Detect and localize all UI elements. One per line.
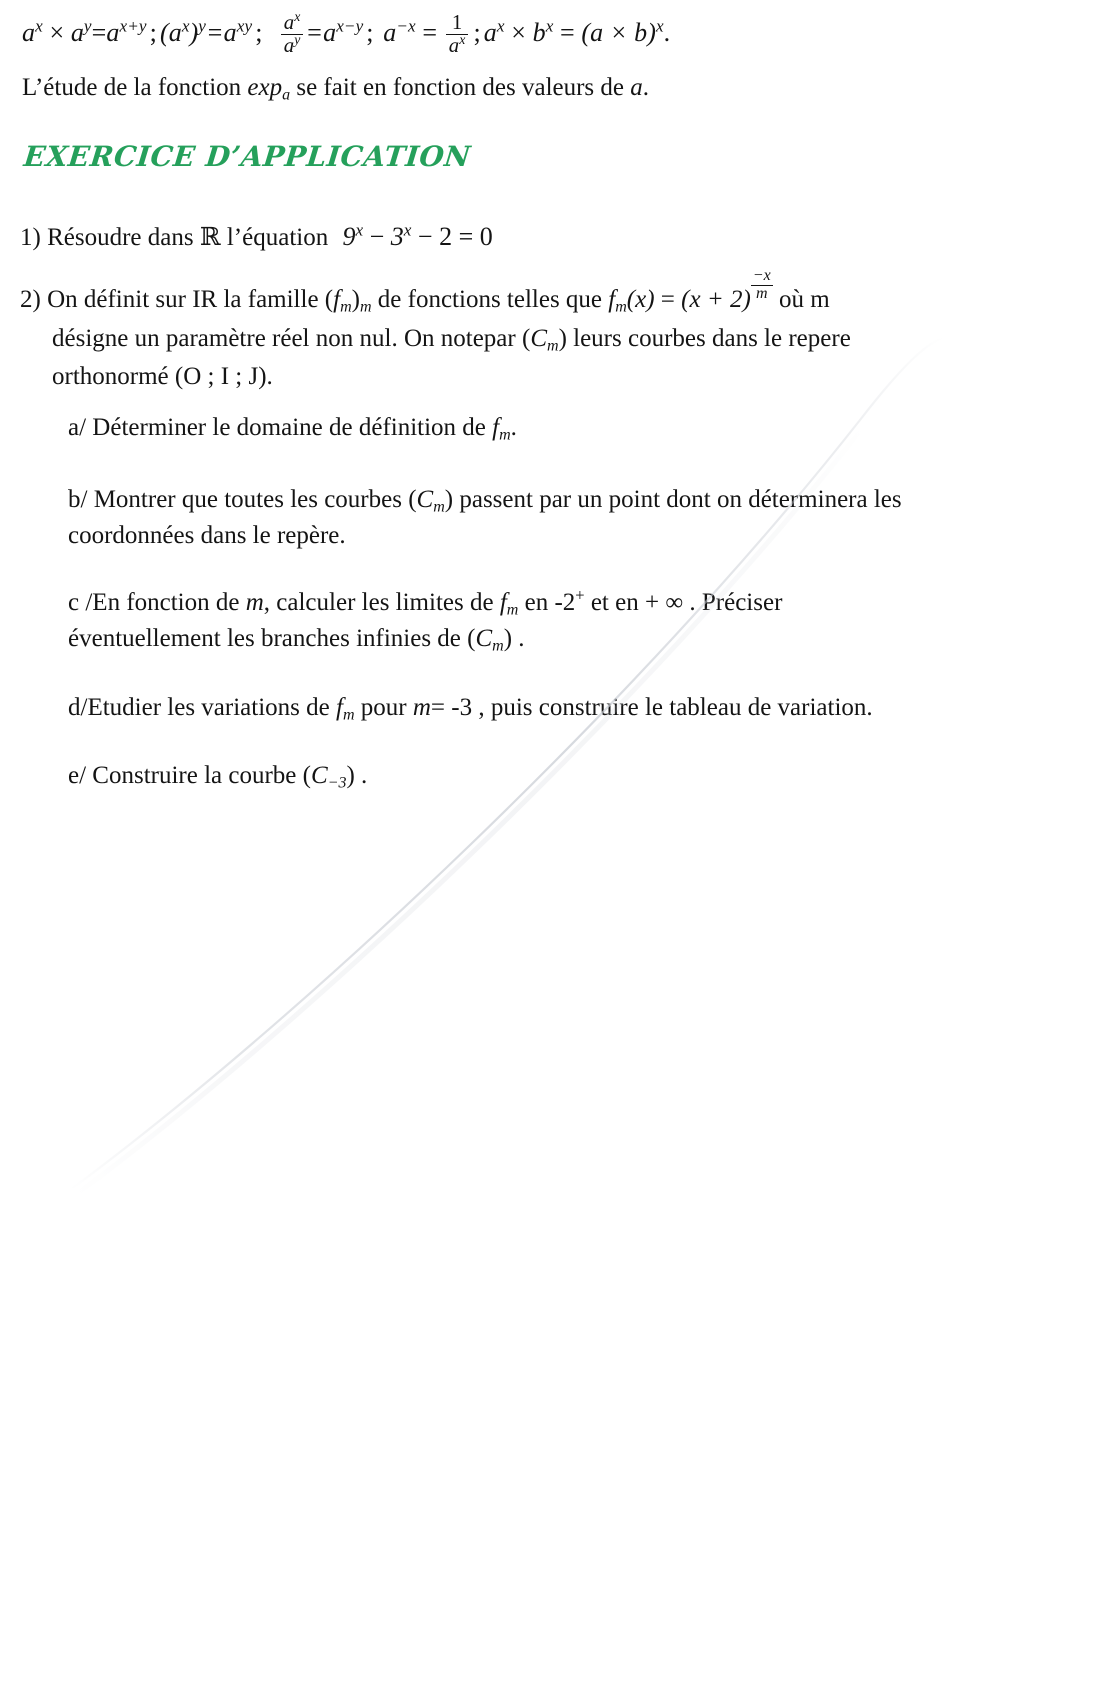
question-1-marker: 1) [20, 224, 41, 251]
question-1-text: Résoudre dans ℝ l’équation [40, 224, 335, 251]
question-2-line-3: orthonormé (O ; I ; J). [52, 363, 273, 391]
sub-question-a-marker: a/ [68, 414, 87, 441]
fraction-one-over-ax: $\frac{1}{a^x}$ [446, 12, 469, 57]
question-2-line-2 [20, 321, 1085, 358]
sub-question-e-marker: e/ [68, 762, 87, 789]
curve-c-minus-3-symbol: $C_{-3}$ [310, 762, 347, 792]
question-2-line-1-content: 2) On définit sur IR la famille $(f_m)_m$ de fonctions telles que $f_m(x) = (x + 2)$ $\frac{-x}{m}$ où m [20, 267, 830, 316]
fm-symbol-a: $f_m$ [492, 414, 511, 444]
identity-1: $a^x \times a^y=a^{x+y}$ [22, 16, 147, 48]
question-1-equation: 9$^x$ − 3$^x$ − 2 = 0 [342, 220, 493, 251]
plus-superscript: + [575, 585, 585, 605]
fraction-ax-over-ay: $\frac{a^x}{a^y}$ [281, 12, 304, 57]
sub-question-d: d/Etudier les variations de $f_m$ pour m= -3 , puis construire le tableau de variation. [68, 694, 873, 724]
exp-function-symbol: $\exp_a$ [247, 74, 291, 104]
exercise-heading: EXERCICE D’APPLICATION [22, 140, 473, 173]
sub-question-b-line-1-content: b/ Montrer que toutes les courbes $(C_m)$ passent par un point dont on déterminera les [68, 486, 902, 516]
exponent-identities-line [22, 9, 1082, 58]
question-2-marker: 2) [20, 286, 41, 314]
fm-expression: (x + 2) $\frac{-x}{m}$ [681, 267, 771, 314]
sub-question-c-marker: c / [68, 589, 93, 616]
parameter-m-symbol: m [245, 589, 264, 616]
exponent-minus-x-over-m: $\frac{-x}{m}$ [752, 267, 771, 302]
curve-cm-symbol: $C_m$ [530, 324, 559, 355]
sub-question-c-line-2: éventuellement les branches infinies de $(C_m)$ . [68, 625, 525, 655]
sub-question-b-line-1 [68, 482, 1068, 518]
etude-text-before: L’étude de la fonction [22, 74, 248, 101]
family-outer-subscript: m [359, 298, 372, 316]
variable-a: a [630, 74, 643, 101]
parameter-m-symbol-d: m [412, 694, 431, 721]
sub-question-b [68, 482, 1068, 554]
sub-question-a: a/ Déterminer le domaine de définition de $f_m$. [68, 414, 517, 444]
fm-of-x: $f_m(x)$ [608, 286, 655, 316]
sub-question-b-marker: b/ [68, 486, 88, 513]
family-f-symbol: $f_m$ [333, 286, 352, 316]
sub-question-b-line-2: coordonnées dans le repère. [68, 522, 346, 549]
sub-question-d-marker: d/ [68, 694, 88, 721]
question-2-line-2-content: désigne un paramètre réel non nul. On notepar $(C_m)$ leurs courbes dans le repere [52, 324, 851, 355]
question-1 [20, 222, 493, 252]
etude-line [22, 74, 1022, 102]
curve-cm-symbol-b: $C_m$ [416, 486, 445, 516]
curve-cm-symbol-c: $C_m$ [475, 625, 504, 655]
fm-symbol-c: $f_m$ [499, 589, 519, 619]
sub-question-e: e/ Construire la courbe $(C_{-3})$ . [68, 762, 368, 792]
identity-separator-2: ; [255, 18, 263, 48]
identity-3: $\frac{a^x}{a^y}$ $=a^{x-y}$ [266, 18, 364, 47]
fm-symbol-d: $f_m$ [336, 694, 355, 724]
etude-period: . [642, 74, 650, 101]
identity-2: $(a^x)^y=a^{xy}$ [159, 16, 253, 48]
identity-separator-4: ; [473, 18, 481, 48]
identity-4: $a^{-x}$ = $\frac{1}{a^x}$ [377, 18, 471, 47]
identity-5: $a^x \times b^x = (a \times b)^x$. [483, 16, 671, 48]
sub-question-c-line-1: c /En fonction de m, calculer les limites de $f_m$ en -2+ et en + ∞ . Préciser [68, 585, 783, 619]
etude-text-after: se fait en fonction des valeurs de [290, 74, 631, 101]
question-2 [20, 268, 1085, 396]
sub-question-c [68, 585, 1078, 657]
identity-separator-3: ; [366, 18, 374, 48]
identity-separator-1: ; [149, 18, 157, 48]
question-2-line-1 [20, 268, 1085, 319]
